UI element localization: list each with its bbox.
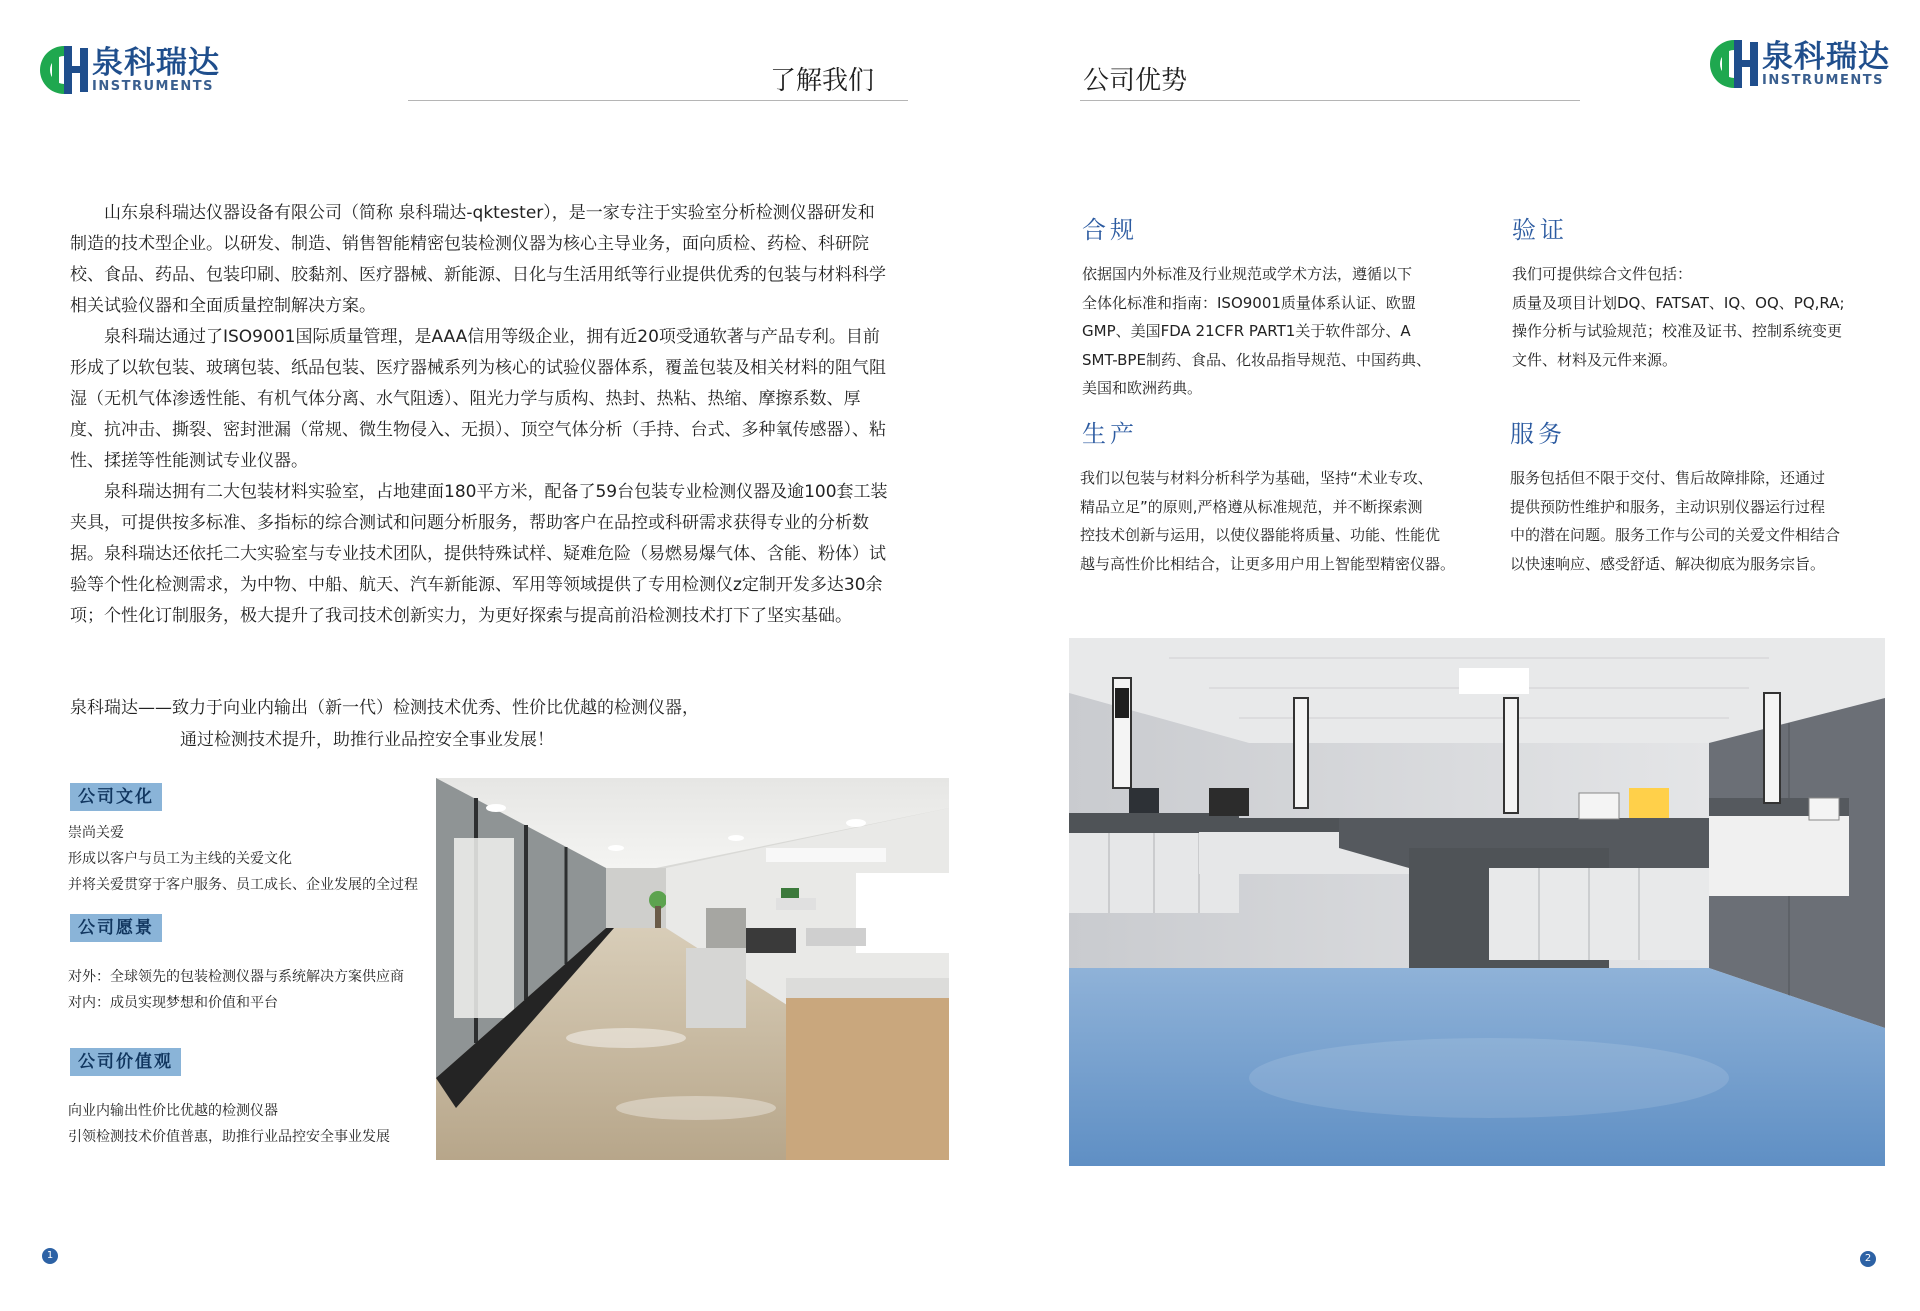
service-line: 中的潜在问题。服务工作与公司的关爱文件相结合 [1510,526,1841,544]
culture-line: 崇尚关爱 [68,825,124,841]
verification-line: 质量及项目计划DQ、FATSAT、IQ、OQ、PQ,RA; [1512,293,1845,312]
slogan-line: 通过检测技术提升，助推行业品控安全事业发展！ [180,730,554,750]
culture-text [68,820,418,898]
brand-logo-icon [1708,38,1760,90]
compliance-line: GMP、美国FDA 21CFR PART1关于软件部分、A [1082,322,1411,340]
page-title-about: 了解我们 [770,66,875,96]
service-text [1510,464,1840,578]
intro-paragraph: 山东泉科瑞达仪器设备有限公司（简称 泉科瑞达-qktester），是一家专注于实验室分析检测仪器研发和制造的技术型企业。以研发、制造、销售智能精密包装检测仪器为核心主导业务，面向质检、药检、科研院校、食品、药品、包装印刷、胶黏剂、医疗器械、新能源、日化与生活用纸等行业提供优秀的包装与材料科学相关试验仪器和全面质量控制解决方案。 [70,203,886,316]
service-title: 服务 [1510,420,1566,448]
production-line: 越与高性价比相结合，让更多用户用上智能型精密仪器。 [1080,554,1456,573]
compliance-title: 合规 [1082,216,1138,244]
brand-name-cn: 泉科瑞达 [1762,39,1890,75]
compliance-line: 美国和欧洲药典。 [1082,379,1203,397]
service-line: 提供预防性维护和服务，主动识别仪器运行过程 [1510,497,1826,516]
production-line: 我们以包装与材料分析科学为基础，坚持“术业专攻、 [1080,469,1433,487]
verification-line: 文件、材料及元件来源。 [1512,350,1678,369]
culture-line: 并将关爱贯穿于客户服务、员工成长、企业发展的全过程 [68,877,418,893]
production-title: 生产 [1082,420,1138,448]
lab-photo [1069,638,1885,1166]
compliance-text [1082,260,1431,403]
culture-tag: 公司文化 [70,783,162,811]
values-tag: 公司价值观 [70,1048,181,1076]
header-divider [1080,100,1580,101]
intro-text [70,198,890,632]
compliance-line: SMT-BPE制药、食品、化妆品指导规范、中国药典、 [1082,350,1431,369]
verification-text [1512,260,1845,374]
slogan [70,692,890,756]
brand-name-en: INSTRUMENTS [92,79,214,94]
production-line: 精品立足”的原则,严格遵从标准规范，并不断探索测 [1080,497,1423,516]
service-line: 以快速响应、感受舒适、解决彻底为服务宗旨。 [1510,554,1826,573]
vision-text [68,964,404,1016]
intro-paragraph: 泉科瑞达拥有二大包装材料实验室，占地建面180平方米，配备了59台包装专业检测仪器及逾100套工装夹具，可提供按多标准、多指标的综合测试和问题分析服务，帮助客户在品控或科研需求获得专业的分析数据。泉科瑞达还依托二大实验室与专业技术团队，提供特殊试样、疑难危险（易燃易爆气体、含能、粉体）试验等个性化检测需求，为中物、中船、航天、汽车新能源、军用等领域提供了专用检测仪z定制开发多达30余项；个性化订制服务，极大提升了我司技术创新实力，为更好探索与提高前沿检测技术打下了坚实基础。 [70,482,888,626]
production-text [1080,464,1455,578]
verification-line: 操作分析与试验规范；校准及证书、控制系统变更 [1512,322,1843,340]
service-line: 服务包括但不限于交付、售后故障排除，还通过 [1510,469,1826,487]
vision-tag: 公司愿景 [70,914,162,942]
production-line: 控技术创新与运用，以使仪器能将质量、功能、性能优 [1080,526,1441,544]
culture-line: 形成以客户与员工为主线的关爱文化 [68,851,292,867]
compliance-line: 全体化标准和指南：ISO9001质量体系认证、欧盟 [1082,293,1416,312]
brand-name-en: INSTRUMENTS [1762,73,1884,88]
page-number: 2 [1860,1251,1876,1267]
office-photo [436,778,949,1160]
vision-line: 对外：全球领先的包装检测仪器与系统解决方案供应商 [68,969,404,985]
page-number: 1 [42,1248,58,1264]
brand-logo [38,44,220,96]
compliance-line: 依据国内外标准及行业规范或学术方法，遵循以下 [1082,265,1413,283]
values-text [68,1098,390,1150]
values-line: 向业内输出性价比优越的检测仪器 [68,1103,278,1119]
page-title-advantages: 公司优势 [1083,66,1188,96]
values-line: 引领检测技术价值普惠，助推行业品控安全事业发展 [68,1129,390,1145]
header-divider [408,100,908,101]
brand-logo-icon [38,44,90,96]
intro-paragraph: 泉科瑞达通过了ISO9001国际质量管理，是AAA信用等级企业，拥有近20项受通软著与产品专利。目前形成了以软包装、玻璃包装、纸品包装、医疗器械系列为核心的试验仪器体系，覆盖包装及相关材料的阻气阻湿（无机气体渗透性能、有机气体分离、水气阻透）、阻光力学与质构、热封、热粘、热缩、摩擦系数、厚度、抗冲击、撕裂、密封泄漏（常规、微生物侵入、无损）、顶空气体分析（手持、台式、多种氧传感器）、粘性、揉搓等性能测试专业仪器。 [70,327,886,471]
brand-logo [1708,38,1890,90]
verification-title: 验证 [1512,216,1568,244]
brand-name-cn: 泉科瑞达 [92,45,220,81]
slogan-line: 泉科瑞达——致力于向业内输出（新一代）检测技术优秀、性价比优越的检测仪器， [70,698,699,718]
vision-line: 对内：成员实现梦想和价值和平台 [68,995,278,1011]
verification-line: 我们可提供综合文件包括： [1512,265,1693,283]
